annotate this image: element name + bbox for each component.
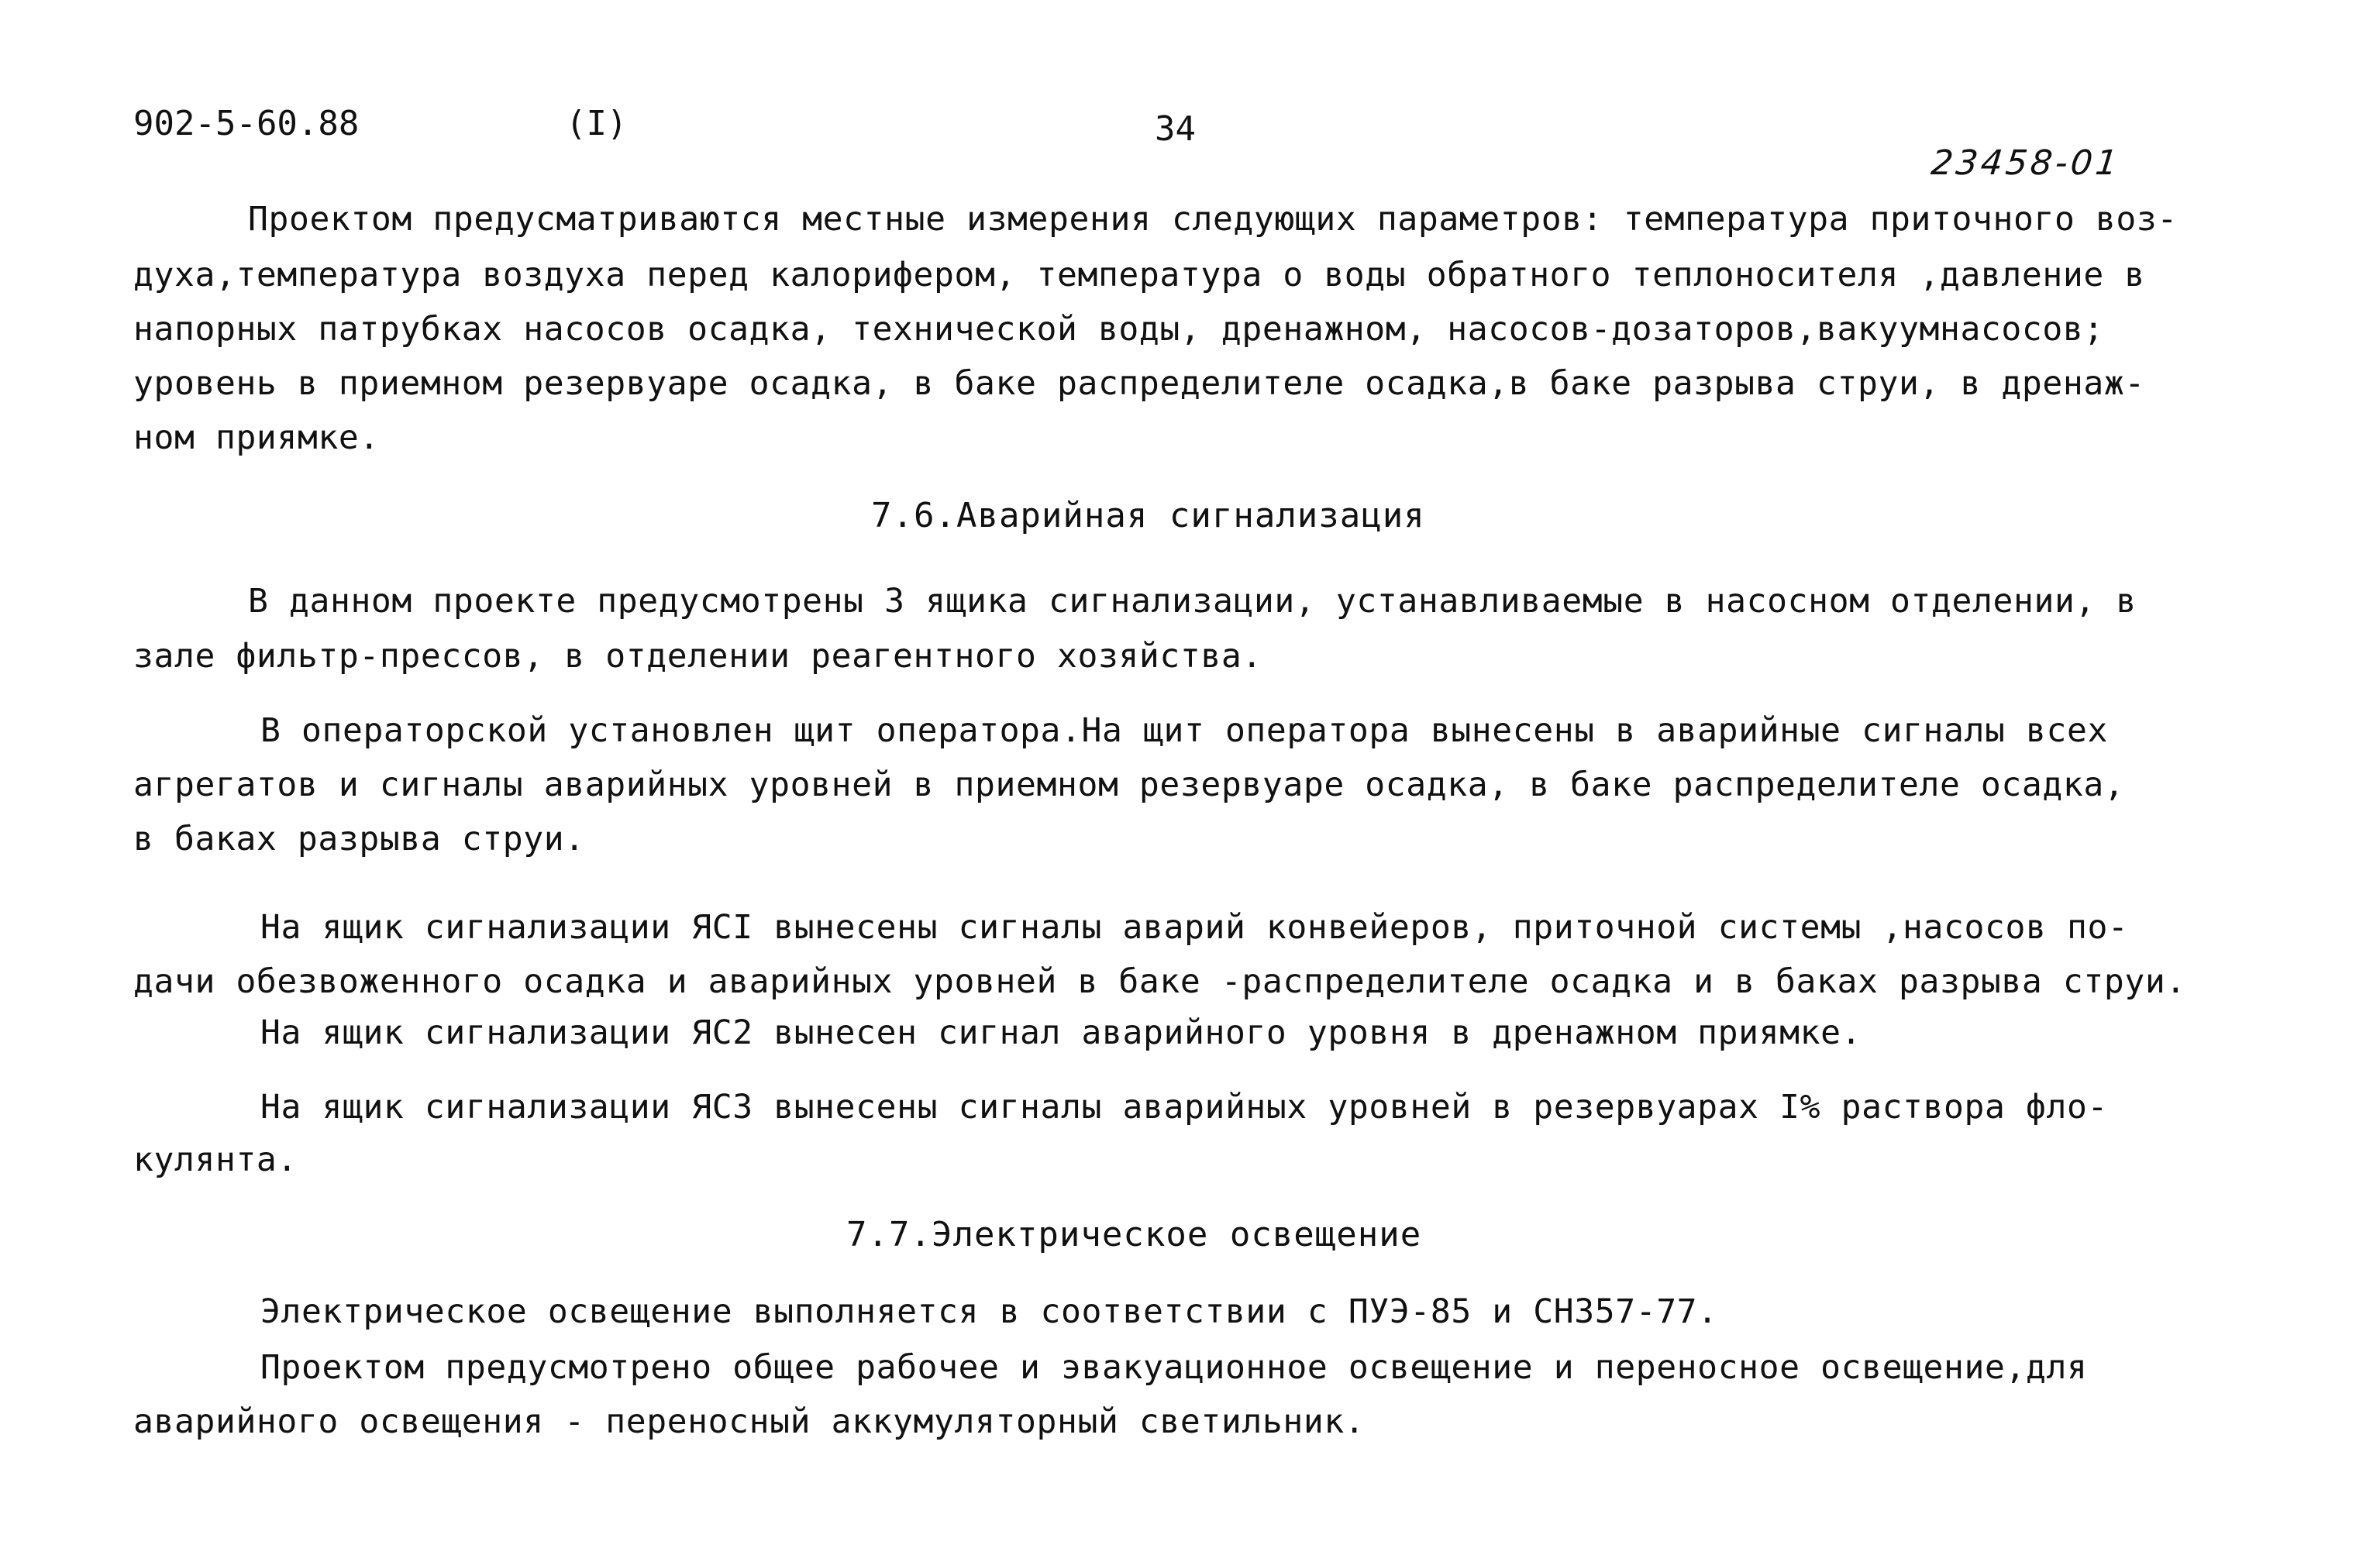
intro-line: напорных патрубках насосов осадка, технической воды, дренажном, насосов-дозаторов,вакуумнасосов; — [133, 310, 2104, 349]
section-heading-7-7: 7.7.Электрическое освещение — [846, 1215, 1422, 1254]
part-number: (I) — [566, 104, 628, 143]
paragraph-line: кулянта. — [133, 1140, 298, 1179]
intro-line: духа,температура воздуха перед калорифером, температура о воды обратного теплоносителя ,давление в — [133, 256, 2145, 294]
paragraph-line: Проектом предусмотрено общее рабочее и эвакуационное освещение и переносное освещение,для — [260, 1348, 2088, 1387]
intro-line: ном приямке. — [133, 418, 380, 457]
intro-line: Проектом предусматриваются местные измерения следующих параметров: температура приточного воз- — [248, 200, 2178, 239]
paragraph-line: На ящик сигнализации ЯС3 вынесены сигналы аварийных уровней в резервуарах I% раствора фло- — [260, 1088, 2108, 1127]
paragraph-line: аварийного освещения - переносный аккумуляторный светильник. — [133, 1402, 1366, 1441]
intro-line: уровень в приемном резервуаре осадка, в баке распределителе осадка,в баке разрыва струи, в дренаж- — [133, 364, 2145, 403]
paragraph-line: в баках разрыва струи. — [133, 820, 585, 858]
paragraph-line: В операторской установлен щит оператора.На щит оператора вынесены в аварийные сигналы всех — [260, 711, 2108, 750]
paragraph-line: На ящик сигнализации ЯС2 вынесен сигнал аварийного уровня в дренажном приямке. — [260, 1013, 1862, 1052]
paragraph-line: агрегатов и сигналы аварийных уровней в приемном резервуаре осадка, в баке распределителе осадка, — [133, 765, 2125, 804]
paragraph-line: В данном проекте предусмотрены 3 ящика сигнализации, устанавливаемые в насосном отделении, в — [248, 582, 2137, 621]
page-number: 34 — [1155, 109, 1196, 149]
paragraph-line: Электрическое освещение выполняется в соответствии с ПУЭ-85 и СН357-77. — [260, 1292, 1718, 1331]
paragraph-line: На ящик сигнализации ЯСI вынесены сигналы аварий конвейеров, приточной системы ,насосов по- — [260, 908, 2129, 947]
section-heading-7-6: 7.6.Аварийная сигнализация — [871, 496, 1425, 535]
paragraph-line: зале фильтр-прессов, в отделении реагентного хозяйства. — [133, 637, 1262, 676]
document-code: 902-5-60.88 — [133, 104, 360, 143]
inventory-number: 23458-01 — [1929, 143, 2123, 183]
paragraph-line: дачи обезвоженного осадка и аварийных уровней в баке -распределителе осадка и в баках разрыва струи. — [133, 962, 2186, 1001]
